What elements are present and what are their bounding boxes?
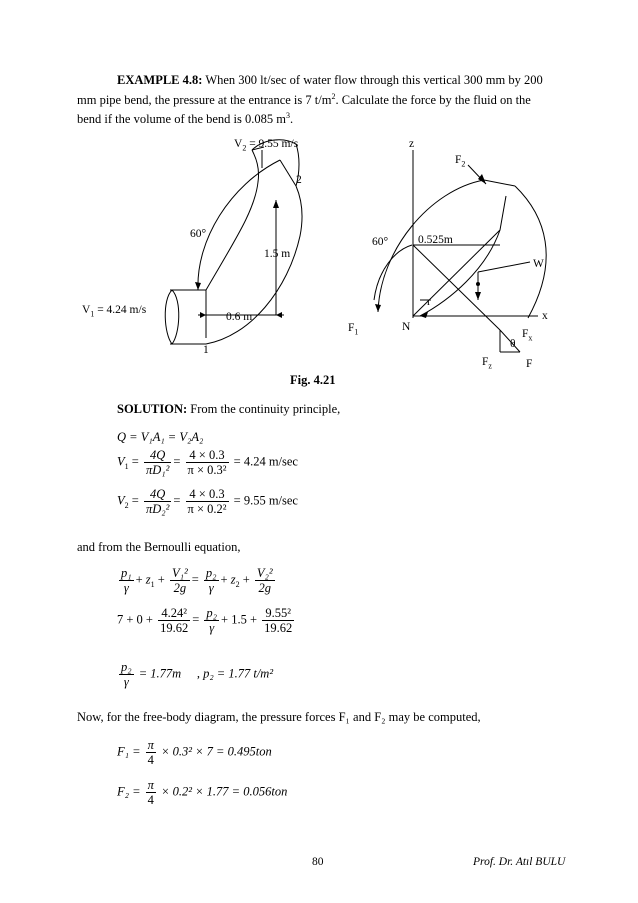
f1-equation: F₁ = $\frac{\pi}{4}$ × 0.3² × 7 = 0.495ton (117, 738, 272, 767)
freebody-intro: Now, for the free-body diagram, the pressure forces F₁ and F₂ may be computed, (77, 710, 481, 724)
v1-equation: $V_1$ = $\frac{4Q}{\text{πD₁²}}$ = $\frac{4 \times 0.3}{\text{π × 0.3²}}$ = 4.24 m/sec (117, 448, 298, 477)
r-label: r (427, 296, 431, 308)
angle-label-right: 60° (372, 236, 389, 248)
example-text-2: mm pipe bend, the pressure at the entrance is 7 t/m (77, 92, 332, 107)
radius-label: 0.525m (418, 234, 453, 246)
example-text-2-end: . Calculate the force by the fluid on the (335, 92, 531, 107)
page-number: 80 (312, 856, 324, 868)
v1-label: $V_1 = 4.24$ m/s (82, 304, 147, 319)
bernoulli-substituted: 7 + 0 + $\frac{\text{4.24²}}{19.62}$ = $\frac{\text{p₂}}{\gamma}$ + 1.5 + $\frac{\text{9.55²}}{19.62}$ (117, 606, 293, 635)
z-axis-label: z (409, 138, 415, 150)
v2-equation: $V_2$ = $\frac{4Q}{\text{πD₂²}}$ = $\frac{4 \times 0.3}{\text{π × 0.2²}}$ = 9.55 m/sec (117, 487, 298, 516)
n-label: N (402, 321, 411, 333)
bend-outer (206, 150, 259, 290)
section-1-label: 1 (203, 344, 209, 356)
solution-text: From the continuity principle, (187, 402, 341, 416)
q-equation: Q = V₁A₁ = V₂A₂ (117, 430, 204, 444)
author-footer: Prof. Dr. Atıl BULU (473, 856, 566, 868)
f1-label: $F_1$ (348, 322, 359, 337)
example-text-3: bend if the volume of the bend is 0.085 m (77, 112, 286, 127)
figure-caption: Fig. 4.21 (290, 373, 336, 387)
height-label: 1.5 m (264, 248, 291, 260)
bernoulli-intro: and from the Bernoulli equation, (77, 540, 241, 554)
inlet-end (165, 290, 179, 344)
example-text-1: When 300 lt/sec of water flow through this vertical 300 mm by 200 (202, 73, 543, 87)
angle-label-left: 60° (190, 228, 207, 240)
sup-2: 2 (331, 91, 336, 101)
solution-intro (77, 401, 563, 418)
sup-3: 3 (286, 111, 290, 121)
fx-label: $F_x$ (522, 328, 533, 343)
theta-label: θ (510, 338, 516, 350)
fz-label: $F_z$ (482, 356, 492, 371)
bernoulli-equation: $\frac{\text{p₁}}{\gamma}$ + $z_1$ + $\frac{\text{V₁²}}{2g}$ = $\frac{\text{p₂}}{\gamma}$ + $z_2$ + $\frac{\text{V₂²}}{2g}$ (121, 566, 273, 595)
f2-equation: F₂ = $\frac{\pi}{4}$ × 0.2² × 1.77 = 0.056ton (117, 778, 288, 807)
w-label: W (533, 258, 544, 270)
solution-heading: SOLUTION: (117, 402, 188, 416)
f-label: F (526, 358, 533, 370)
v2-label: $V_2 = 9.55$ m/s (234, 138, 299, 153)
example-text-3-end: . (290, 112, 294, 127)
example-heading: EXAMPLE 4.8: (117, 73, 203, 87)
x-axis-label: x (542, 310, 548, 322)
width-label: 0.6 m (226, 311, 253, 323)
pressure-result: $\frac{\text{p₂}}{\gamma}$ = 1.77m , p₂ = 1.77 t/m² (121, 660, 274, 689)
f2-label: $F_2$ (455, 154, 466, 169)
section-2-label: 2 (296, 174, 302, 186)
